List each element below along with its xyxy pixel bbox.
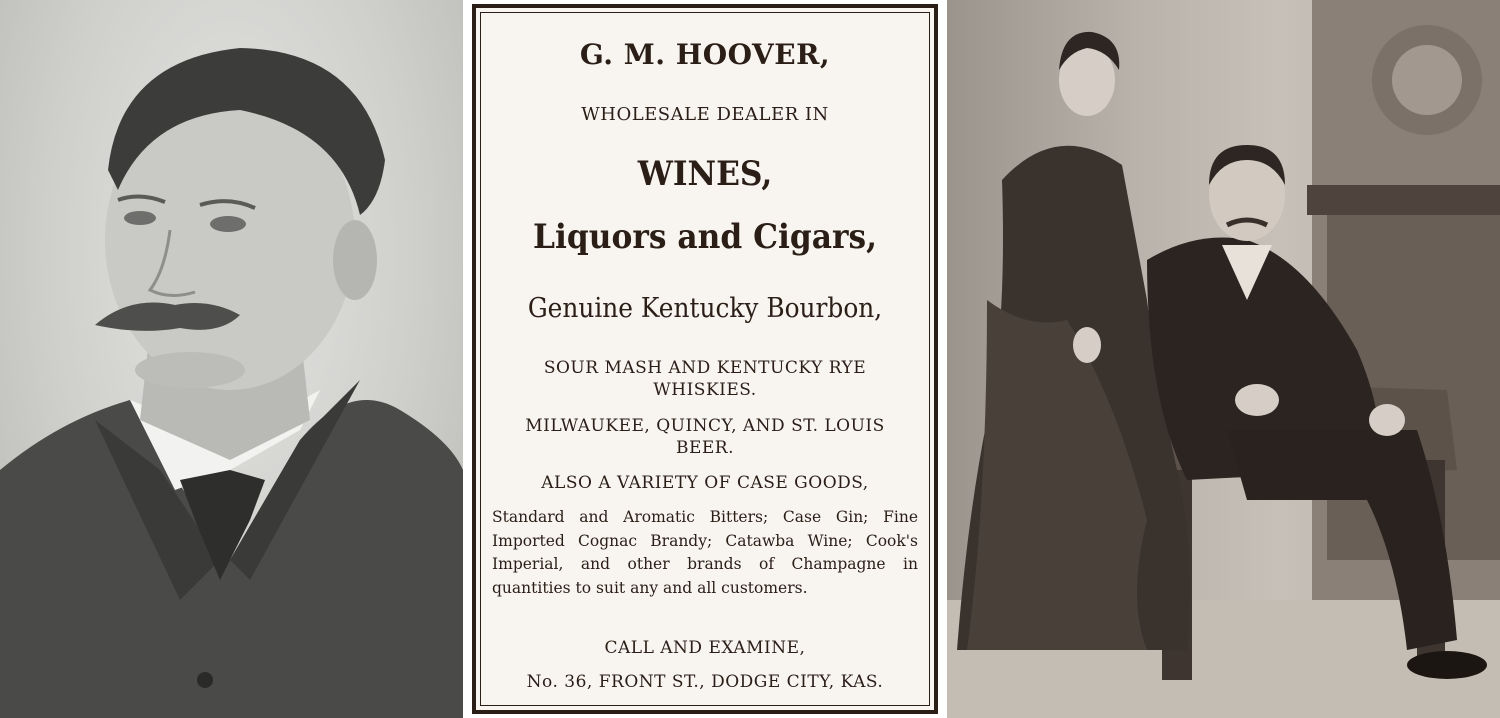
ad-dealer-name: G. M. HOOVER, [579, 38, 831, 71]
portrait-photo [0, 0, 463, 718]
ad-bourbon-heading: Genuine Kentucky Bourbon, [527, 293, 883, 324]
ad-address-line: No. 36, FRONT ST., DODGE CITY, KAS. [526, 672, 884, 692]
ad-beer-word: BEER. [675, 438, 734, 458]
ad-case-goods-line: ALSO A VARIETY OF CASE GOODS, [541, 473, 869, 493]
ad-wines-heading: WINES, [637, 154, 773, 194]
portrait-illustration [0, 0, 463, 718]
ad-dealer-line: WHOLESALE DEALER IN [581, 104, 829, 125]
ad-call-line: CALL AND EXAMINE, [604, 638, 806, 658]
couple-photo [947, 0, 1500, 718]
ad-sour-mash-line: SOUR MASH AND KENTUCKY RYE [543, 358, 867, 378]
advertisement [472, 4, 938, 714]
ad-liquors-heading: Liquors and Cigars, [532, 217, 877, 257]
couple-illustration [947, 0, 1500, 718]
ad-beer-line: MILWAUKEE, QUINCY, AND ST. LOUIS [525, 416, 885, 436]
ad-whiskies-line: WHISKIES. [653, 380, 757, 400]
ad-products-paragraph: Standard and Aromatic Bitters; Case Gin; Fine Imported Cognac Brandy; Catawba Wine; Cook's Imperial, and other brands of Champagne in quantities to suit any and all customers. [492, 508, 918, 597]
